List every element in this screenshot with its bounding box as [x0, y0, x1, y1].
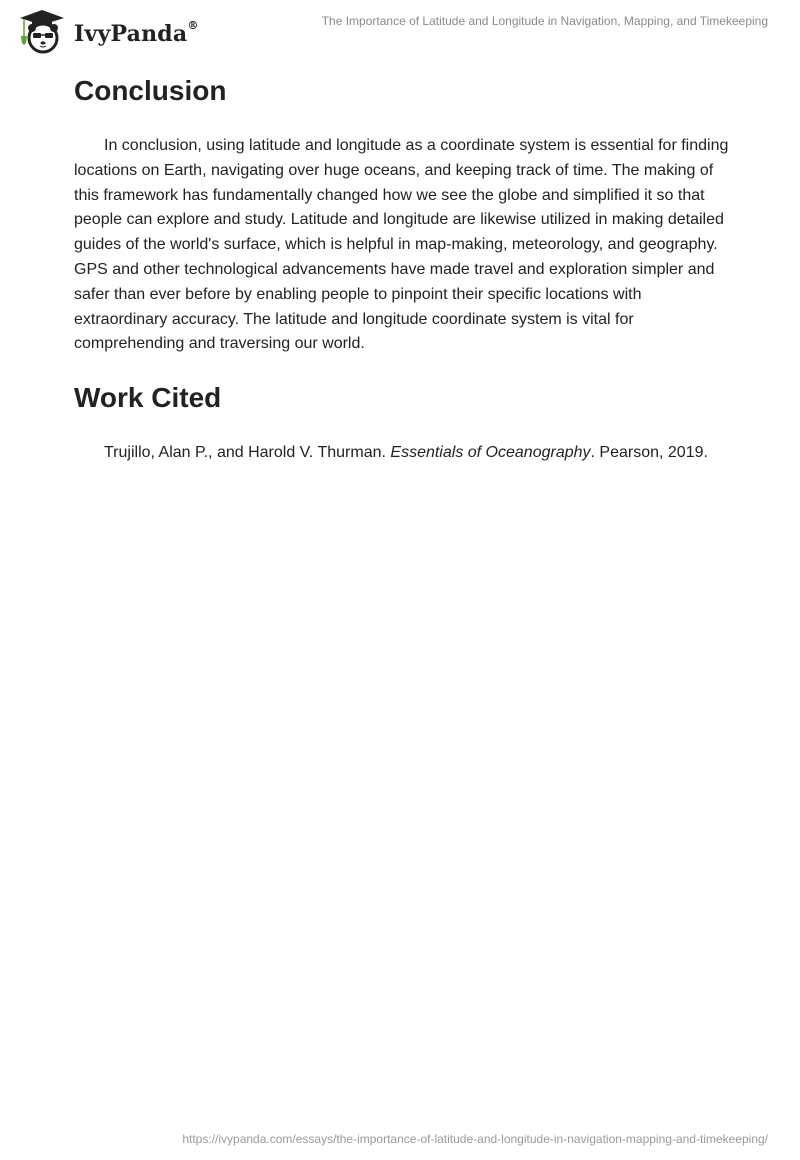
- section-heading-work-cited: Work Cited: [74, 382, 222, 414]
- essay-content: [74, 68, 734, 466]
- conclusion-section: [74, 68, 734, 357]
- conclusion-paragraph: In conclusion, using latitude and longitude as a coordinate system is essential for finding locations on Earth, navigating over huge oceans, and keeping track of time. The making of this framework has fundamentally changed how we see the globe and simplified it so that people can explore and study. Latitude and longitude are likewise utilized in making detailed guides of the world's surface, which is helpful in map-making, meteorology, and geography. GPS and other technological advancements have made travel and exploration simpler and safer than ever before by enabling people to pinpoint their specific locations with extraordinary accuracy. The latitude and longitude coordinate system is vital for comprehending and traversing our world.: [74, 137, 729, 353]
- citation-authors: Trujillo, Alan P., and Harold V. Thurman.: [104, 444, 391, 462]
- source-url[interactable]: https://ivypanda.com/essays/the-importance-of-latitude-and-longitude-in-navigation-mapping-and-timekeeping/: [182, 1132, 768, 1146]
- logo-wordmark: IvyPanda®: [74, 18, 199, 47]
- citation-entry: [74, 441, 734, 466]
- page-header: [0, 0, 800, 60]
- citation-title: Essentials of Oceanography: [390, 444, 591, 462]
- document-title: The Importance of Latitude and Longitude in Navigation, Mapping, and Timekeeping: [321, 14, 768, 28]
- panda-graduate-icon: [18, 8, 66, 54]
- citation-publisher-year: . Pearson, 2019.: [590, 444, 708, 462]
- section-heading-conclusion: Conclusion: [74, 75, 227, 106]
- work-cited-section: [74, 375, 734, 466]
- ivypanda-logo[interactable]: [18, 8, 199, 54]
